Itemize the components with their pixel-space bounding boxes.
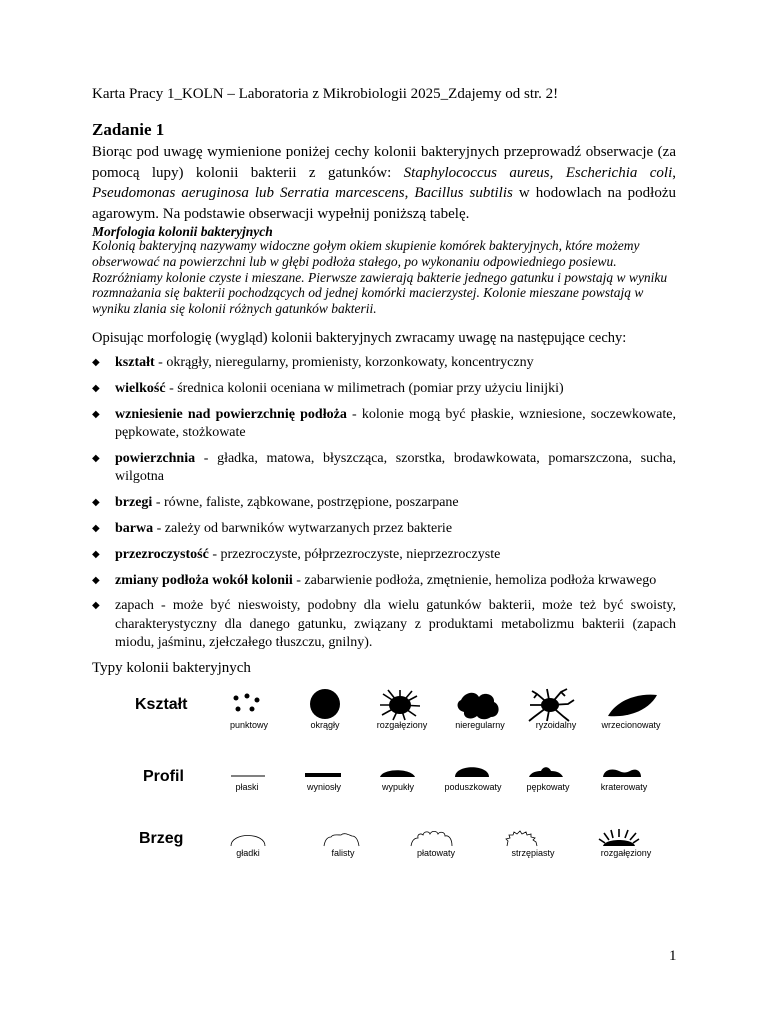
profile-caption: kraterowaty bbox=[600, 782, 648, 792]
umbonate-profile-icon bbox=[529, 767, 563, 777]
shape-caption: nieregularny bbox=[455, 720, 505, 730]
circular-colony-icon bbox=[310, 689, 340, 719]
undulate-edge-icon bbox=[324, 834, 359, 846]
intro-text: w hodowlach na podłożu agarowym. Na podstawie obserwacji wypełnij poniższą tabelę. bbox=[92, 185, 676, 222]
shape-caption: ryzoidalny bbox=[535, 720, 577, 730]
list-item bbox=[92, 520, 676, 539]
shape-caption: wrzecionowaty bbox=[601, 720, 661, 730]
row-title-shape: Kształt bbox=[135, 696, 188, 713]
irregular-colony-icon bbox=[458, 693, 499, 720]
diamond-bullet-icon: ◆ bbox=[92, 574, 100, 586]
feature-desc: - kolonie mogą być płaskie, wzniesione, soczewkowate, pępkowate, stożkowate bbox=[115, 406, 676, 441]
colony-edges-illustration bbox=[225, 826, 695, 848]
feature-term: wielkość bbox=[115, 380, 166, 396]
feature-desc: - okrągły, nieregularny, promienisty, korzonkowaty, koncentryczny bbox=[154, 355, 534, 370]
diamond-bullet-icon: ◆ bbox=[92, 600, 100, 612]
feature-term: kształt bbox=[115, 355, 155, 370]
species-name: Bacillus subtilis bbox=[414, 185, 513, 201]
diamond-bullet-icon: ◆ bbox=[92, 408, 100, 420]
shape-caption: punktowy bbox=[229, 720, 269, 730]
diamond-bullet-icon: ◆ bbox=[92, 522, 100, 534]
list-item bbox=[92, 380, 676, 399]
page-number: 1 bbox=[669, 948, 677, 964]
list-item bbox=[92, 546, 676, 565]
list-item bbox=[92, 450, 676, 487]
edge-caption: strzępiasty bbox=[511, 848, 555, 858]
feature-desc: - zależy od barwników wytwarzanych przez bakterie bbox=[153, 520, 453, 536]
edge-caption: płatowaty bbox=[416, 848, 456, 858]
edge-caption: gładki bbox=[236, 848, 260, 858]
page-header: Karta Pracy 1_KOLN – Laboratoria z Mikrobiologii 2025_Zdajemy od str. 2! bbox=[92, 86, 559, 102]
profile-caption: poduszkowaty bbox=[444, 782, 502, 792]
feature-term: wzniesienie nad powierzchnię podłoża bbox=[115, 406, 347, 422]
colony-profiles-illustration bbox=[225, 760, 695, 782]
diamond-bullet-icon: ◆ bbox=[92, 357, 100, 368]
lobate-edge-icon bbox=[411, 831, 452, 846]
diamond-bullet-icon: ◆ bbox=[92, 452, 100, 464]
feature-term: przezroczystość bbox=[115, 546, 209, 562]
list-item bbox=[92, 494, 676, 513]
punctiform-colony-icon bbox=[234, 694, 260, 712]
fusiform-colony-icon bbox=[608, 695, 657, 717]
features-lead: Opisując morfologię (wygląd) kolonii bakteryjnych zwracamy uwagę na następujące cechy: bbox=[92, 330, 627, 346]
feature-desc: zapach - może być nieswoisty, podobny dla wielu gatunków bakterii, może też być swoisty, charakterystyczny dla danego gatunku, związany z produktami metabolizmu bakterii (zapach miodu, jaśminu, zjełczałego tłuszczu, gnilny). bbox=[115, 598, 676, 651]
convex-profile-icon bbox=[380, 770, 415, 777]
feature-desc: - gładka, matowa, błyszcząca, szorstka, brodawkowata, pomarszczona, sucha, wilgotna bbox=[115, 450, 676, 485]
species-name: Escherichia coli bbox=[565, 164, 673, 181]
list-item bbox=[92, 572, 676, 591]
filamentous-edge-icon bbox=[506, 831, 537, 846]
entire-edge-icon bbox=[231, 836, 265, 847]
shape-caption: okrągły bbox=[310, 720, 340, 730]
feature-term: powierzchnia bbox=[115, 450, 196, 466]
profile-caption: wyniosły bbox=[306, 782, 341, 792]
feature-term: brzegi bbox=[115, 495, 153, 511]
edge-caption: falisty bbox=[331, 848, 355, 858]
raised-profile-icon bbox=[305, 773, 341, 777]
rhizoid-colony-icon bbox=[529, 689, 574, 721]
branched-colony-icon bbox=[380, 690, 420, 720]
pulvinate-profile-icon bbox=[455, 767, 489, 777]
diamond-bullet-icon: ◆ bbox=[92, 382, 100, 394]
separator: , bbox=[404, 185, 415, 201]
diamond-bullet-icon: ◆ bbox=[92, 548, 100, 560]
row-title-edge: Brzeg bbox=[139, 830, 184, 847]
feature-desc: - równe, faliste, ząbkowane, postrzępione, poszarpane bbox=[152, 495, 459, 511]
features-list bbox=[92, 354, 676, 660]
edge-caption: rozgałęziony bbox=[600, 848, 652, 858]
feature-desc: - średnica kolonii oceniana w milimetrach (pomiar przy użyciu linijki) bbox=[165, 380, 564, 396]
row-title-profile: Profil bbox=[143, 768, 184, 785]
species-name: Staphylococcus aureus bbox=[403, 164, 550, 181]
species-name: Pseudomonas aeruginosa lub Serratia marcescens bbox=[92, 185, 405, 201]
morphology-title: Morfologia kolonii bakteryjnych bbox=[92, 224, 273, 239]
intro-text: Biorąc pod uwagę wymienione poniżej cechy kolonii bakteryjnych przeprowadź obserwacje (za pomocą lupy) kolonii bakterii z gatunków: bbox=[92, 144, 676, 181]
task-title: Zadanie 1 bbox=[92, 120, 165, 139]
morphology-text: Kolonią bakteryjną nazywamy widoczne gołym okiem skupienie komórek bakteryjnych, które możemy obserwować na powierzchni lub w głębi podłoża stałego, po wykonaniu odpowiedniego posiewu. Rozróżniamy kolonie czyste i mieszane. Pierwsze zawierają bakterie jednego gatunku i powstają w wyniku rozmnażania się bakterii pochodzących od jednej komórki macierzystej. Kolonie mieszane powstają w wyniku zlania się kolonii różnych gatunków bakterii. bbox=[92, 238, 668, 317]
feature-desc: - przezroczyste, półprzezroczyste, nieprzezroczyste bbox=[208, 546, 501, 562]
feature-desc: - zabarwienie podłoża, zmętnienie, hemoliza podłoża krwawego bbox=[292, 572, 657, 588]
task-intro bbox=[92, 142, 676, 224]
branched-edge-icon bbox=[599, 829, 639, 846]
separator: , bbox=[672, 164, 676, 181]
list-item bbox=[92, 406, 676, 443]
diamond-bullet-icon: ◆ bbox=[92, 497, 100, 509]
profile-caption: płaski bbox=[235, 782, 259, 792]
feature-term: barwa bbox=[115, 520, 154, 536]
colony-shapes-illustration bbox=[225, 688, 695, 724]
colony-types-title: Typy kolonii bakteryjnych bbox=[92, 660, 251, 676]
profile-caption: pępkowaty bbox=[526, 782, 570, 792]
shape-caption: rozgałęziony bbox=[376, 720, 428, 730]
list-item bbox=[92, 597, 676, 653]
separator: , bbox=[549, 164, 566, 181]
crateriform-profile-icon bbox=[603, 769, 641, 777]
feature-term: zmiany podłoża wokół kolonii bbox=[115, 572, 293, 588]
list-item bbox=[92, 354, 676, 373]
profile-caption: wypukły bbox=[381, 782, 414, 792]
